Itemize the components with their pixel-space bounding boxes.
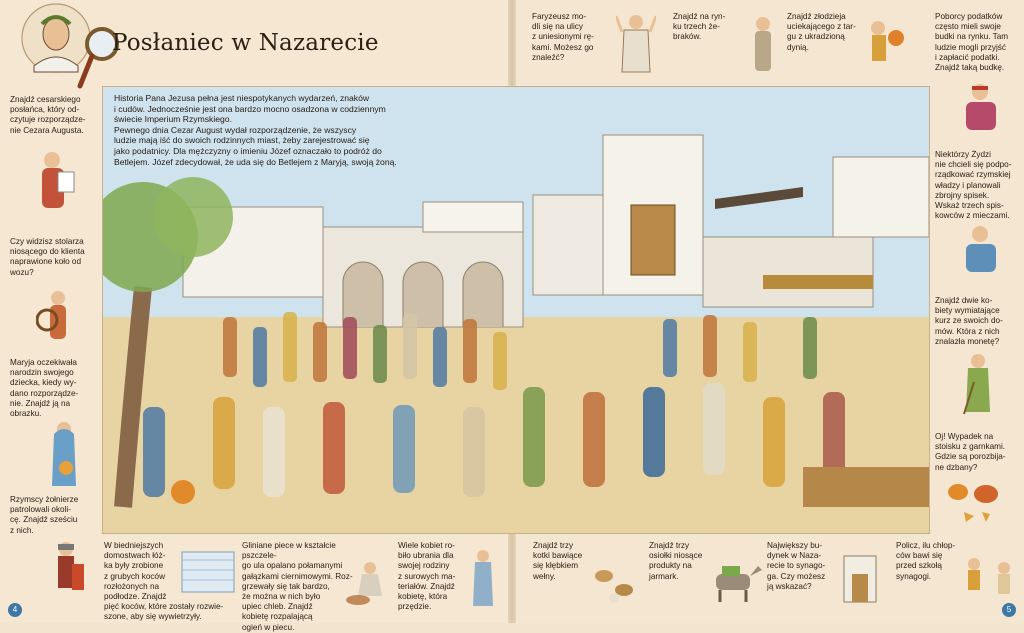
mary-figure — [48, 420, 82, 490]
messenger-figure — [32, 150, 78, 214]
caption-spinning: Wiele kobiet ro- biło ubrania dla swojej rodziny z surowych ma- teriałów. Znajdź kobietę, która przędzie. — [398, 541, 456, 612]
intro-text: Historia Pana Jezusa pełna jest niespotykanych wydarzeń, znaków i cudów. Jednocześnie jest ona bardzo mocno osadzona w codziennym świecie Imperium Rzymskiego. Pewnego dnia Cezar August wydał rozporządzenie, że wszyscy ludzie mają iść do swoich rodzinnych miast, żeby zarejestrować się jako podatnicy. Dla mężczyzny o imieniu Józef oznaczało to podróż do Betlejem. Józef zdecydował, że uda się do Betlejem z Maryją, swoją żoną. — [114, 93, 397, 167]
caption-pot-stall: Oj! Wypadek na stoisku z garnkami. Gdzie są porozbija- ne dzbany? — [935, 432, 1006, 472]
spinning-woman-icon — [470, 548, 496, 610]
caption-tax-collectors: Poborcy podatków często mieli swoje budki na rynku. Tam ludzie mogli przyjść i zapłacić podatki. Znajdź taką budkę. — [935, 12, 1009, 73]
caption-conspirators: Niektórzy Żydzi nie chcieli się podpo- rządkować rzymskiej władzy i planowali zbrojny spisek. Wskaż trzech spis- kowców z mieczami. — [935, 150, 1012, 221]
thief-figure — [862, 18, 906, 74]
broken-jars-icon — [944, 478, 1006, 526]
conspirator-figure — [958, 222, 1002, 276]
caption-boys: Policz, ilu chłop- ców bawi się przed szkołą synagogi. — [896, 541, 956, 581]
playing-boys-icon — [960, 556, 1020, 610]
caption-synagogue: Największy bu- dynek w Naza- recie to synago- ga. Czy możesz ją wskazać? — [767, 541, 826, 591]
caption-pharisee: Faryzeusz mo- dli się na ulicy z uniesionymi rę- kami. Możesz go znaleźć? — [532, 12, 594, 62]
page-number-left: 4 — [8, 603, 22, 617]
caption-mary: Maryja oczekiwała narodzin swojego dziecka, kiedy wy- dano rozporządze- nie. Znajdź ją na obrazku. — [10, 358, 79, 419]
caption-kittens: Znajdź trzy kotki bawiące się kłębkiem wełny. — [533, 541, 583, 581]
caption-thief: Znajdź złodzieja uciekającego z tar- gu z ukradzioną dynią. — [787, 12, 856, 52]
caption-donkeys: Znajdź trzy osiołki niosące produkty na jarmark. — [649, 541, 703, 581]
caption-ovens: Gliniane piece w kształcie pszczele- go ula opalano połamanymi gałązkami ciernimowymi. Roz- grzewały się tak bardzo, że można w nich było upiec chleb. Znajdź kobietę rozpalającą ogień w piecu. — [242, 541, 353, 632]
caption-messenger: Znajdź cesarskiego posłańca, który od- czytuje rozporządze- nie Cezara Augusta. — [10, 95, 86, 135]
tax-collector-figure — [958, 80, 1002, 136]
caption-carpenter: Czy widzisz stolarza niosącego do klienta naprawione koło od wozu? — [10, 237, 85, 277]
donkey-icon — [708, 560, 764, 606]
carpenter-figure — [36, 290, 76, 350]
synagogue-icon — [840, 548, 880, 604]
caption-sweeping-women: Znajdź dwie ko- biety wymiatające kurz ze swoich do- mów. Która z nich znalazła monetę? — [935, 296, 1003, 346]
page-title: Posłaniec w Nazarecie — [112, 30, 379, 56]
beggar-figure — [745, 14, 781, 76]
blanket-icon — [180, 548, 236, 594]
soldier-figure — [48, 540, 88, 612]
kittens-icon — [590, 556, 638, 606]
sweeping-woman-figure — [960, 352, 996, 418]
caption-blankets: W biedniejszych domostwach łóż- ka były zrobione z grubych koców rozłożonych na podłodze. Znajdź pięć koców, które zostały rozwie- szone, aby się wywietrzyły. — [104, 541, 224, 622]
page-number-right: 5 — [1002, 603, 1016, 617]
pharisee-figure — [616, 10, 656, 74]
caption-soldiers: Rzymscy żołnierze patrolowali okoli- cę. Znajdź sześciu z nich. — [10, 495, 79, 535]
oven-woman-icon — [344, 560, 388, 606]
caption-beggars: Znajdź na ryn- ku trzech że- braków. — [673, 12, 726, 42]
